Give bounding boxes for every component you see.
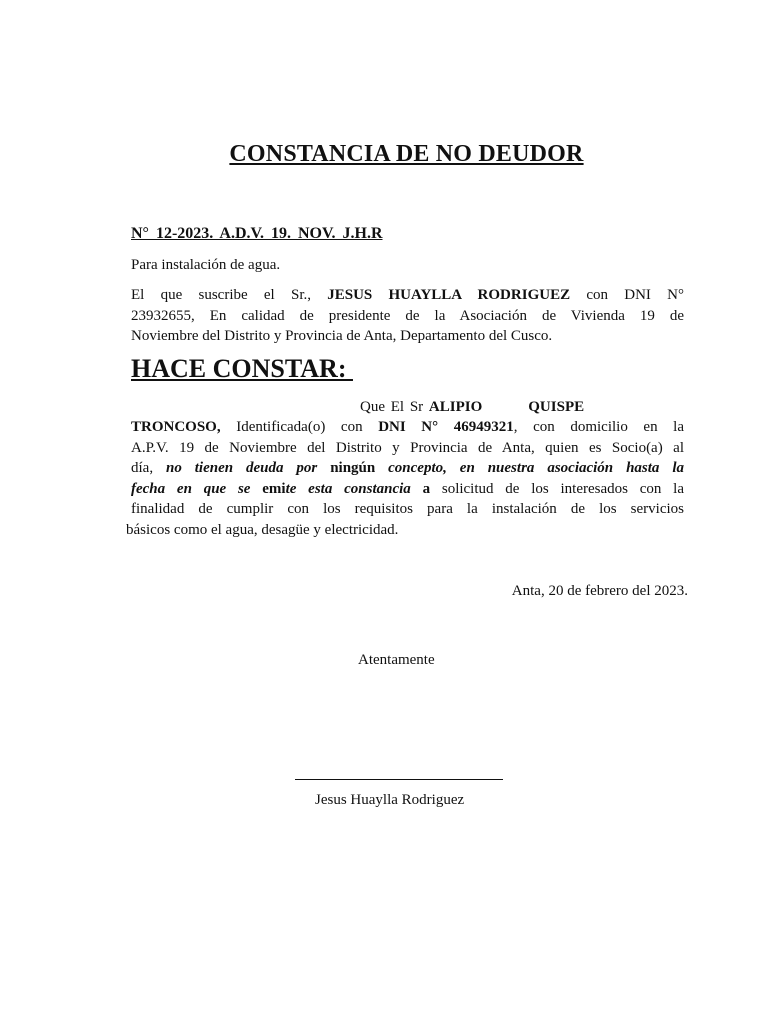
signatory-name: Jesus Huaylla Rodriguez <box>315 792 465 808</box>
body-line-2 <box>131 417 684 437</box>
president-name: JESUS HUAYLLA RODRIGUEZ <box>327 287 571 303</box>
closing-text: Atentamente <box>358 652 435 668</box>
section-heading: HACE CONSTAR: <box>131 354 353 383</box>
body-text: Identificada(o) con <box>220 419 379 435</box>
body-text: solicitud de los interesados con la <box>430 481 685 497</box>
signature-line <box>295 779 503 780</box>
reference-number: N° 12-2023. A.D.V. 19. NOV. J.H.R <box>131 225 383 242</box>
intro-line-1 <box>131 285 684 305</box>
body-line-4 <box>131 458 684 478</box>
purpose-line: Para instalación de agua. <box>131 257 281 273</box>
place-date: Anta, 20 de febrero del 2023. <box>511 583 688 599</box>
emphasis-text: concepto, en nuestra asociación hasta la <box>375 460 685 476</box>
emphasis-text: a <box>410 481 431 497</box>
document-title: CONSTANCIA DE NO DEUDOR <box>229 141 584 167</box>
member-dni: DNI N° 46949321 <box>378 419 514 435</box>
intro-line-3: Noviembre del Distrito y Provincia de Anta, Departamento del Cusco. <box>131 328 553 344</box>
body-text: Que El Sr <box>360 399 429 415</box>
body-line-1 <box>360 397 584 417</box>
body-line-5 <box>131 479 684 499</box>
emphasis-text: emi <box>262 481 286 497</box>
member-name: ALIPIO QUISPE <box>428 399 585 415</box>
intro-text: El que suscribe el Sr., <box>131 287 328 303</box>
body-line-6: finalidad de cumplir con los requisitos para la instalación de los servicios <box>131 501 684 517</box>
intro-line-2: 23932655, En calidad de presidente de la Asociación de Vivienda 19 de <box>131 308 684 324</box>
body-line-3: A.P.V. 19 de Noviembre del Distrito y Provincia de Anta, quien es Socio(a) al <box>131 440 684 456</box>
emphasis-text: te esta constancia <box>285 481 411 497</box>
body-text: , con domicilio en la <box>513 419 684 435</box>
intro-text: con DNI N° <box>570 287 684 303</box>
emphasis-text: ningún <box>330 460 376 476</box>
emphasis-text: no tienen deuda por <box>166 460 331 476</box>
body-line-7: básicos como el agua, desagüe y electricidad. <box>126 522 399 538</box>
member-surname: TRONCOSO, <box>131 419 221 435</box>
emphasis-text: fecha en que se <box>131 481 263 497</box>
body-text: día, <box>131 460 166 476</box>
